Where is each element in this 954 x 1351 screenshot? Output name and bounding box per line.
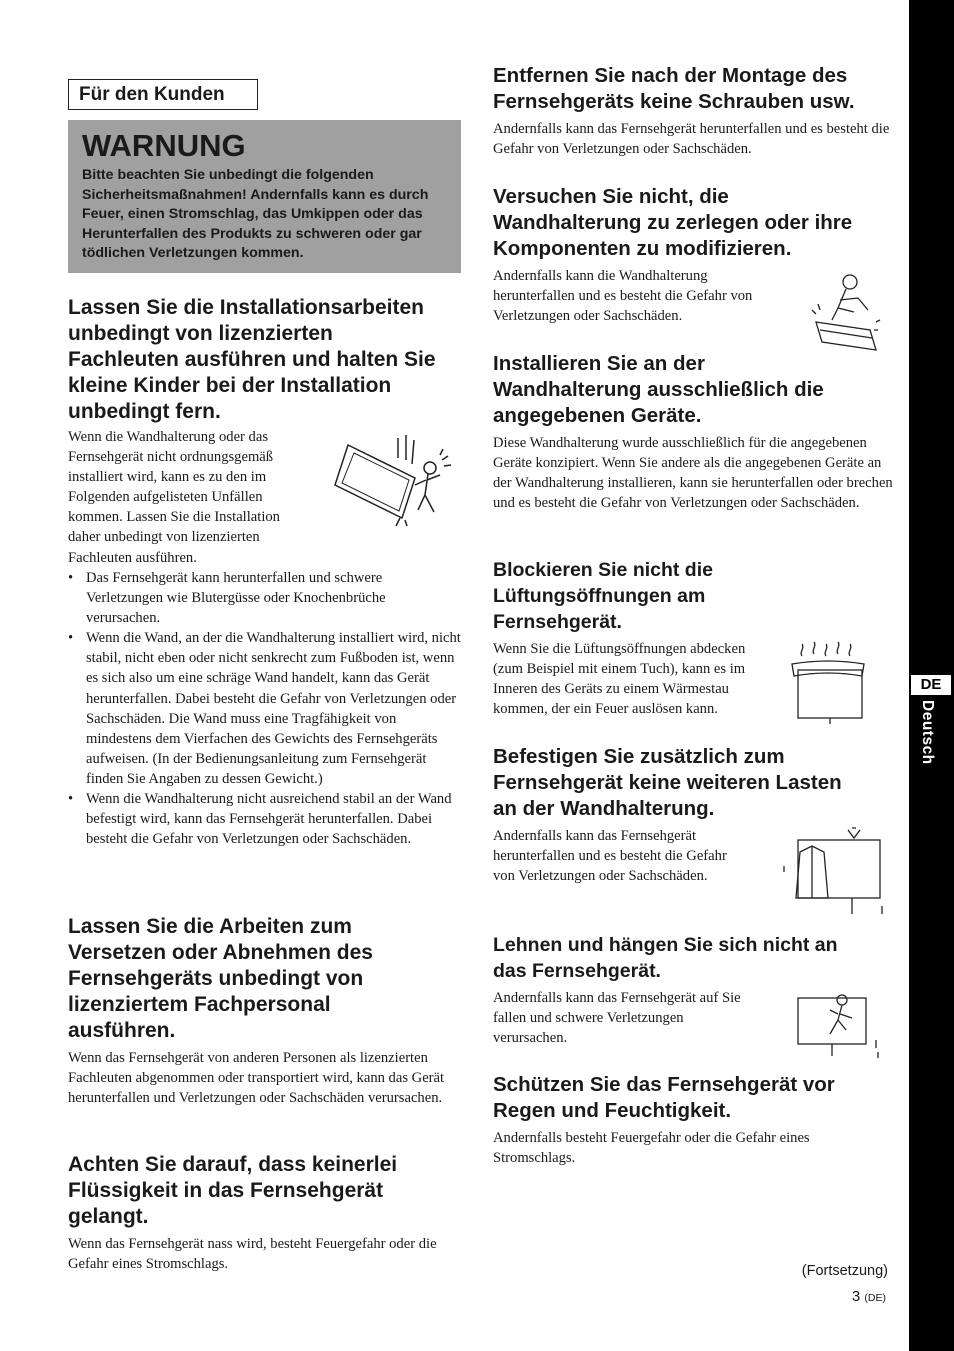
continued-note: (Fortsetzung) <box>801 1263 888 1279</box>
section-body: Andernfalls besteht Feuergefahr oder die Gefahr eines Stromschlags. <box>493 1130 810 1167</box>
warning-box <box>68 120 461 273</box>
section-heading: Installieren Sie an der Wandhalterung ausschließlich die angegebenen Geräte. <box>493 352 824 427</box>
warning-text: Bitte beachten Sie unbedingt die folgenden Sicherheitsmaßnahmen! Andernfalls kann es durch Feuer, einen Stromschlag, das Umkippen oder das Herunterfallen des Produkts zu schweren oder gar tödlichen Verletzungen kommen. <box>82 167 429 262</box>
section-body: Wenn die Wandhalterung oder das Fernsehgerät nicht ordnungsgemäß installiert wird, kann es zu den im Folgenden aufgelisteten Unfällen kommen. Lassen Sie die Installation daher unbedingt von lizenzierten Fachleuten ausführen. <box>68 429 280 566</box>
section-specified-devices <box>493 351 893 513</box>
language-name: Deutsch <box>919 700 936 765</box>
section-screws <box>493 63 893 159</box>
section-heading: Blockieren Sie nicht die Lüftungsöffnungen am Fernsehgerät. <box>493 559 713 633</box>
section-heading: Versuchen Sie nicht, die Wandhalterung zu zerlegen oder ihre Komponenten zu modifizieren. <box>493 185 853 260</box>
page-number: 3 (DE) <box>851 1288 886 1305</box>
section-heading: Lassen Sie die Arbeiten zum Versetzen oder Abnehmen des Fernsehgeräts unbedingt von lizenziertem Fachpersonal ausführen. <box>68 915 373 1042</box>
section-heading: Achten Sie darauf, dass keinerlei Flüssigkeit in das Fernsehgerät gelangt. <box>68 1153 398 1228</box>
customer-label: Für den Kunden <box>68 79 258 110</box>
section-heading: Schützen Sie das Fernsehgerät vor Regen und Feuchtigkeit. <box>493 1073 835 1122</box>
section-body: Andernfalls kann das Fernsehgerät herunterfallen und es besteht die Gefahr von Verletzungen oder Sachschäden. <box>493 828 727 885</box>
section-body: Wenn Sie die Lüftungsöffnungen abdecken (zum Beispiel mit einem Tuch), kann es im Inneren des Geräts zu einem Wärmestau kommen, der ein Feuer auslösen kann. <box>493 641 746 718</box>
list-item: • Wenn die Wandhalterung nicht ausreichend stabil an der Wand befestigt wird, kann das Fernsehgerät herunterfallen. Dabei besteht die Gefahr von Verletzungen oder Sachschäden. <box>68 789 462 849</box>
section-body: Diese Wandhalterung wurde ausschließlich für die angegebenen Geräte konzipiert. Wenn Sie andere als die angegebenen Geräte an der Wandhalterung installieren, kann sie herunterfallen oder brechen und es besteht die Gefahr von Verletzungen oder Sachschäden. <box>493 435 893 512</box>
section-liquid <box>68 1152 468 1274</box>
section-body: Andernfalls kann das Fernsehgerät auf Sie fallen und schwere Verletzungen verursachen. <box>493 990 741 1047</box>
section-heading: Entfernen Sie nach der Montage des Fernsehgeräts keine Schrauben usw. <box>493 64 855 113</box>
bullet-list <box>68 568 462 849</box>
section-heading: Befestigen Sie zusätzlich zum Fernsehgerät keine weiteren Lasten an der Wandhalterung. <box>493 745 842 820</box>
warning-title: WARNUNG <box>82 128 246 163</box>
section-relocation <box>68 914 468 1108</box>
section-heading: Lassen Sie die Installationsarbeiten unbedingt von lizenzierten Fachleuten ausführen und halten Sie kleine Kinder bei der Installation unbedingt fern. <box>68 296 436 423</box>
list-item: • Das Fernsehgerät kann herunterfallen und schwere Verletzungen wie Blutergüsse oder Knochenbrüche verursachen. <box>68 568 462 628</box>
leaning-person-illustration <box>790 990 885 1060</box>
section-body: Wenn das Fernsehgerät von anderen Personen als lizenzierten Fachleuten abgenommen oder transportiert wird, kann das Gerät herunterfallen und Verletzungen oder Sachschäden verursachen. <box>68 1050 445 1107</box>
language-code-badge: DE <box>911 675 951 695</box>
falling-tv-illustration <box>330 430 460 530</box>
section-heading: Lehnen und hängen Sie sich nicht an das Fernsehgerät. <box>493 934 838 982</box>
section-moisture <box>493 1072 893 1168</box>
hanging-coat-illustration <box>782 826 887 918</box>
section-body: Andernfalls kann die Wandhalterung herunterfallen und es besteht die Gefahr von Verletzungen oder Sachschäden. <box>493 268 753 325</box>
covered-tv-illustration <box>788 640 868 725</box>
section-body: Wenn das Fernsehgerät nass wird, besteht Feuergefahr oder die Gefahr eines Stromschlags. <box>68 1236 437 1273</box>
section-installation <box>68 295 468 425</box>
section-body: Andernfalls kann das Fernsehgerät herunterfallen und es besteht die Gefahr von Verletzungen oder Sachschäden. <box>493 121 890 158</box>
list-item: • Wenn die Wand, an der die Wandhalterung installiert wird, nicht stabil, nicht eben oder nicht senkrecht zum Fußboden ist, wenn es sich also um eine schräge Wand handelt, kann das Gerät herunterfallen. Dabei besteht die Gefahr von Verletzungen oder Sachschäden. Die Wand muss eine Tragfähigkeit von mindestens dem Vierfachen des Gewichts des Fernsehgeräts aufweisen. (In der Bedienungsanleitung zum Fernsehgerät finden Sie Angaben zu dessen Gewicht.) <box>68 628 462 789</box>
disassembly-illustration <box>810 270 886 352</box>
